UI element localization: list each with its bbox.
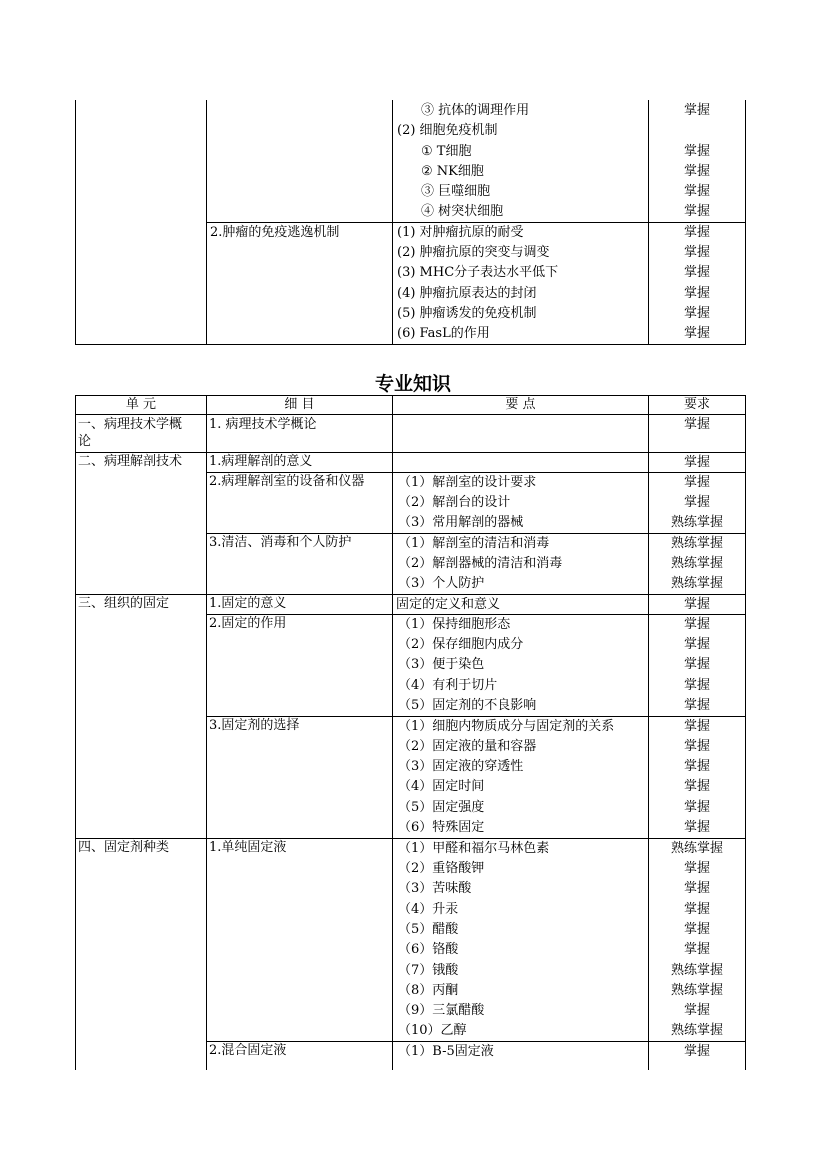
t1-req: 掌握 bbox=[683, 144, 710, 159]
unit-label: 一、病理技术学概 bbox=[78, 417, 183, 432]
point-label: （1）B-5固定液 bbox=[398, 1044, 494, 1059]
req-label: 掌握 bbox=[683, 475, 710, 490]
t1-req: 掌握 bbox=[683, 204, 710, 219]
t1-point: ① T细胞 bbox=[421, 144, 472, 159]
detail-label: 2.固定的作用 bbox=[209, 616, 287, 631]
t1-point: ④ 树突状细胞 bbox=[421, 204, 504, 219]
t1-req: 掌握 bbox=[683, 265, 710, 280]
detail-label: 3.清洁、消毒和个人防护 bbox=[209, 535, 352, 550]
point-label: 固定的定义和意义 bbox=[396, 597, 501, 612]
req-label: 掌握 bbox=[683, 861, 710, 876]
point-label: （1）甲醛和福尔马林色素 bbox=[398, 841, 550, 856]
header-point: 要 点 bbox=[505, 397, 536, 412]
req-label: 掌握 bbox=[683, 495, 710, 510]
t1-req: 掌握 bbox=[683, 326, 710, 341]
point-label: （4）固定时间 bbox=[398, 779, 485, 794]
t1-point: (2) 细胞免疫机制 bbox=[397, 123, 498, 138]
t1-hline-bottom bbox=[75, 344, 746, 345]
t1-point: (6) FasL的作用 bbox=[397, 326, 490, 341]
req-label: 掌握 bbox=[683, 698, 710, 713]
t1-req: 掌握 bbox=[683, 103, 710, 118]
req-label: 熟练掌握 bbox=[670, 963, 723, 978]
point-label: （5）醋酸 bbox=[398, 922, 459, 937]
section-title: 专业知识 bbox=[374, 373, 451, 395]
unit-label: 论 bbox=[78, 434, 92, 449]
t2-vline-1 bbox=[206, 395, 207, 1070]
point-label: （2）保存细胞内成分 bbox=[398, 637, 524, 652]
point-label: （3）固定液的穿透性 bbox=[398, 759, 524, 774]
req-label: 掌握 bbox=[683, 881, 710, 896]
t1-req: 掌握 bbox=[683, 225, 710, 240]
unit-label: 二、病理解剖技术 bbox=[78, 454, 183, 469]
req-label: 掌握 bbox=[683, 455, 710, 470]
point-label: （2）解剖器械的清洁和消毒 bbox=[398, 556, 563, 571]
t1-point: (2) 肿瘤抗原的突变与调变 bbox=[397, 245, 550, 260]
header-detail: 细 目 bbox=[284, 397, 315, 412]
t1-req: 掌握 bbox=[683, 245, 710, 260]
req-label: 掌握 bbox=[683, 1044, 710, 1059]
req-label: 熟练掌握 bbox=[670, 1023, 723, 1038]
header-req: 要求 bbox=[683, 397, 710, 412]
point-label: （1）解剖室的清洁和消毒 bbox=[398, 536, 550, 551]
t2-vline-left bbox=[75, 395, 76, 1070]
detail-label: 1.病理解剖的意义 bbox=[209, 454, 313, 469]
unit-label: 四、固定剂种类 bbox=[78, 840, 170, 855]
req-label: 掌握 bbox=[683, 1003, 710, 1018]
req-label: 掌握 bbox=[683, 800, 710, 815]
t1-req: 掌握 bbox=[683, 286, 710, 301]
req-label: 熟练掌握 bbox=[670, 841, 723, 856]
t1-req: 掌握 bbox=[683, 184, 710, 199]
point-label: （4）有利于切片 bbox=[398, 678, 498, 693]
point-label: （1）细胞内物质成分与固定剂的关系 bbox=[398, 719, 615, 734]
t1-point: ③ 巨噬细胞 bbox=[421, 184, 491, 199]
point-label: （3）苦味酸 bbox=[398, 881, 472, 896]
req-label: 掌握 bbox=[683, 637, 710, 652]
t1-vline-left bbox=[75, 100, 76, 345]
point-label: （5）固定强度 bbox=[398, 800, 485, 815]
req-label: 掌握 bbox=[683, 739, 710, 754]
point-label: （3）个人防护 bbox=[398, 576, 485, 591]
point-label: （8）丙酮 bbox=[398, 983, 459, 998]
req-label: 掌握 bbox=[683, 719, 710, 734]
header-unit: 单 元 bbox=[125, 397, 157, 412]
req-label: 掌握 bbox=[683, 657, 710, 672]
point-label: （1）解剖室的设计要求 bbox=[398, 475, 537, 490]
detail-label: 1. 病理技术学概论 bbox=[209, 417, 317, 432]
t1-detail: 2.肿瘤的免疫逃逸机制 bbox=[210, 225, 340, 240]
t1-req: 掌握 bbox=[683, 306, 710, 321]
req-label: 熟练掌握 bbox=[670, 576, 723, 591]
t1-point: (1) 对肿瘤抗原的耐受 bbox=[397, 225, 524, 240]
req-label: 掌握 bbox=[683, 678, 710, 693]
point-label: （3）常用解剖的器械 bbox=[398, 515, 524, 530]
req-label: 熟练掌握 bbox=[670, 983, 723, 998]
req-label: 掌握 bbox=[683, 922, 710, 937]
req-label: 掌握 bbox=[683, 759, 710, 774]
t1-point: (3) MHC分子表达水平低下 bbox=[397, 265, 559, 280]
req-label: 掌握 bbox=[683, 597, 710, 612]
req-label: 掌握 bbox=[683, 942, 710, 957]
point-label: （7）锇酸 bbox=[398, 963, 459, 978]
point-label: （9）三氯醋酸 bbox=[398, 1003, 485, 1018]
unit-label: 三、组织的固定 bbox=[78, 596, 170, 611]
req-label: 熟练掌握 bbox=[670, 536, 723, 551]
point-label: （2）解剖台的设计 bbox=[398, 495, 511, 510]
point-label: （2）固定液的量和容器 bbox=[398, 739, 537, 754]
t1-point: ② NK细胞 bbox=[421, 164, 484, 179]
detail-label: 2.混合固定液 bbox=[209, 1043, 287, 1058]
req-label: 掌握 bbox=[683, 417, 710, 432]
point-label: （2）重铬酸钾 bbox=[398, 861, 485, 876]
req-label: 掌握 bbox=[683, 902, 710, 917]
point-label: （6）铬酸 bbox=[398, 942, 459, 957]
t1-point: ③ 抗体的调理作用 bbox=[421, 103, 530, 118]
t1-point: (5) 肿瘤诱发的免疫机制 bbox=[397, 306, 537, 321]
point-label: （6）特殊固定 bbox=[398, 820, 485, 835]
point-label: （3）便于染色 bbox=[398, 657, 485, 672]
detail-label: 1.单纯固定液 bbox=[209, 840, 287, 855]
detail-label: 3.固定剂的选择 bbox=[209, 718, 300, 733]
req-label: 熟练掌握 bbox=[670, 515, 723, 530]
point-label: （1）保持细胞形态 bbox=[398, 617, 511, 632]
req-label: 掌握 bbox=[683, 617, 710, 632]
t2-vline-2 bbox=[392, 395, 393, 1070]
detail-label: 2.病理解剖室的设备和仪器 bbox=[209, 474, 365, 489]
point-label: （4）升汞 bbox=[398, 902, 459, 917]
t1-req: 掌握 bbox=[683, 164, 710, 179]
req-label: 掌握 bbox=[683, 779, 710, 794]
point-label: （5）固定剂的不良影响 bbox=[398, 698, 537, 713]
detail-label: 1.固定的意义 bbox=[209, 596, 287, 611]
point-label: （10）乙醇 bbox=[398, 1023, 467, 1038]
req-label: 熟练掌握 bbox=[670, 556, 723, 571]
req-label: 掌握 bbox=[683, 820, 710, 835]
t1-point: (4) 肿瘤抗原表达的封闭 bbox=[397, 286, 537, 301]
